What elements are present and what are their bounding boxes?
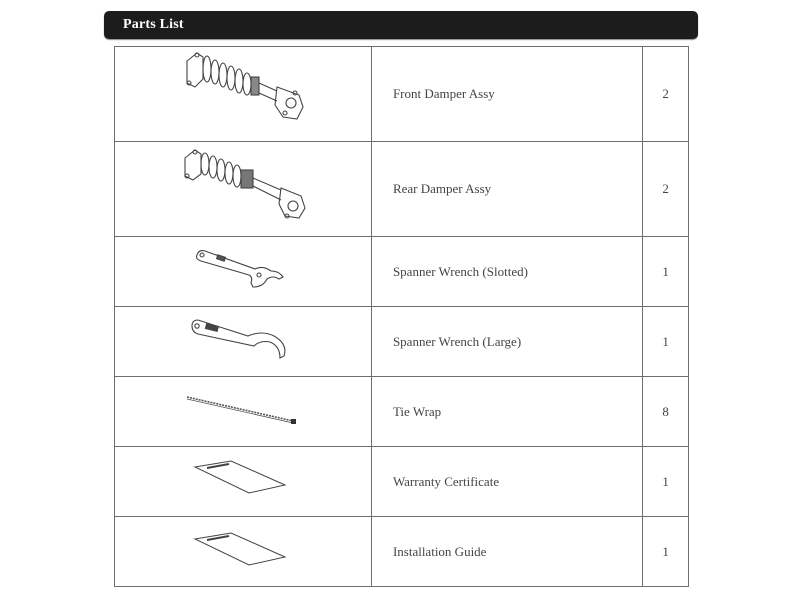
part-quantity: 8 xyxy=(643,377,689,447)
part-quantity: 2 xyxy=(643,47,689,142)
part-image-cell xyxy=(115,517,372,587)
part-quantity: 2 xyxy=(643,142,689,237)
tie-wrap-icon xyxy=(183,391,303,427)
part-image-cell xyxy=(115,142,372,237)
part-image-cell xyxy=(115,307,372,377)
table-row xyxy=(115,142,689,237)
rear-damper-assy-icon xyxy=(173,144,313,230)
table-row xyxy=(115,307,689,377)
part-name: Front Damper Assy xyxy=(371,47,642,142)
installation-guide-icon xyxy=(193,529,293,569)
part-quantity: 1 xyxy=(643,307,689,377)
part-name: Installation Guide xyxy=(371,517,642,587)
page-title: Parts List xyxy=(123,17,184,32)
table-row xyxy=(115,447,689,517)
front-damper-assy-icon xyxy=(173,49,313,135)
table-row xyxy=(115,237,689,307)
spanner-wrench-large-icon xyxy=(188,316,298,362)
parts-list-header xyxy=(104,11,698,39)
part-quantity: 1 xyxy=(643,447,689,517)
part-quantity: 1 xyxy=(643,517,689,587)
parts-table xyxy=(114,46,689,587)
part-name: Spanner Wrench (Large) xyxy=(371,307,642,377)
part-quantity: 1 xyxy=(643,237,689,307)
spanner-wrench-slotted-icon xyxy=(193,247,293,291)
part-name: Rear Damper Assy xyxy=(371,142,642,237)
part-image-cell xyxy=(115,447,372,517)
part-name: Warranty Certificate xyxy=(371,447,642,517)
part-image-cell xyxy=(115,377,372,447)
part-image-cell xyxy=(115,237,372,307)
part-image-cell xyxy=(115,47,372,142)
warranty-certificate-icon xyxy=(193,459,293,499)
table-row xyxy=(115,517,689,587)
part-name: Spanner Wrench (Slotted) xyxy=(371,237,642,307)
table-row xyxy=(115,47,689,142)
table-row xyxy=(115,377,689,447)
part-name: Tie Wrap xyxy=(371,377,642,447)
